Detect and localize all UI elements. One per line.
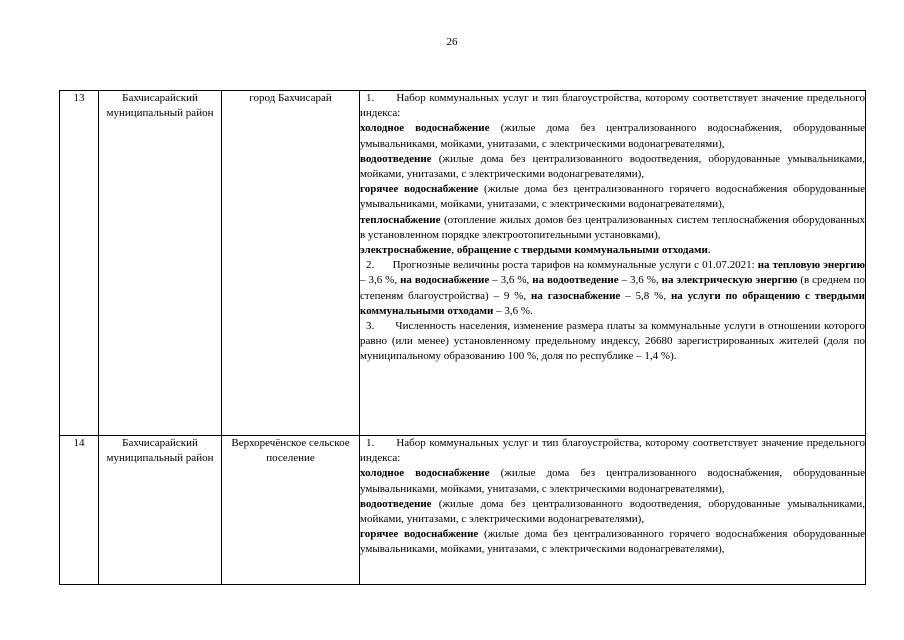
hot-water-paragraph <box>360 182 865 212</box>
cold-water-paragraph <box>360 121 865 151</box>
electric-tariff-value: (в среднем по степеням благоустройства) – 9 %, <box>360 274 865 302</box>
sewage-paragraph <box>360 497 865 527</box>
hot-water-text: (жилые дома без централизованного горячего водоснабжения оборудованные умывальниками, мойками, унитазами, с электрическими водонагревателями), <box>360 528 865 556</box>
tariff-table <box>59 90 866 585</box>
sewage-label: водоотведение <box>360 497 432 510</box>
hot-water-label: горячее водоснабжение <box>360 183 479 196</box>
item-1-paragraph <box>360 436 865 466</box>
row-number: 13 <box>60 91 99 436</box>
waste-tariff-label: на услуги по обращению с твердыми коммунальными отходами <box>360 289 865 317</box>
cold-water-label: холодное водоснабжение <box>360 467 490 480</box>
gas-tariff-value: – 5,8 %, <box>620 289 671 302</box>
heating-label: теплоснабжение <box>360 213 441 226</box>
sewage-tariff-value: – 3,6 %, <box>618 274 662 287</box>
cold-water-text: (жилые дома без централизованного водоснабжения, оборудованные умывальниками, мойками, унитазами, с электрическими водонагревателями), <box>360 122 865 150</box>
item-number: 1. <box>366 437 375 449</box>
region-name: Бахчисарайский муниципальный район <box>99 436 222 585</box>
table-row <box>60 436 866 585</box>
page-number: 26 <box>446 36 458 48</box>
item-number: 2. <box>366 259 375 272</box>
cold-water-paragraph <box>360 466 865 496</box>
hot-water-paragraph <box>360 527 865 557</box>
electricity-waste-paragraph <box>360 243 865 258</box>
item-number: 1. <box>366 92 375 104</box>
separator: , <box>451 244 457 257</box>
water-tariff-label: на водоснабжение <box>400 274 490 287</box>
heating-text: (отопление жилых домов без централизованных систем теплоснабжения оборудованных в установленном порядке электроотопительными установками), <box>360 213 865 241</box>
population-text: Численность населения, изменение размера платы за коммунальные услуги в отношении которого равно (или менее) установленному предельному индексу, 26680 зарегистрированных жителей (доля по муниципальному образованию 100 %, доля по республике – 1,4 %). <box>360 320 865 363</box>
table-row <box>60 91 866 436</box>
cold-water-text: (жилые дома без централизованного водоснабжения, оборудованные умывальниками, мойками, унитазами, с электрическими водонагревателями), <box>360 467 865 495</box>
tariff-intro: Прогнозные величины роста тарифов на коммунальные услуги с 01.07.2021: <box>392 259 755 272</box>
sewage-text: (жилые дома без централизованного водоотведения, оборудованные умывальниками, мойками, унитазами, с электрическими водонагревателями), <box>360 497 865 526</box>
item-1-paragraph <box>360 91 865 121</box>
description-cell <box>360 436 866 585</box>
description-cell <box>360 91 866 436</box>
period: . <box>707 244 711 257</box>
hot-water-label: горячее водоснабжение <box>360 528 479 541</box>
electric-tariff-label: на электрическую энергию <box>661 274 798 287</box>
description-content <box>360 436 865 584</box>
item-2-paragraph <box>360 258 865 319</box>
heating-paragraph <box>360 213 865 243</box>
water-tariff-value: – 3,6 %, <box>489 274 533 287</box>
heat-tariff-label: на тепловую энергию <box>757 259 866 272</box>
sewage-tariff-label: на водоотведение <box>532 274 619 287</box>
sewage-paragraph <box>360 152 865 182</box>
cold-water-label: холодное водоснабжение <box>360 122 490 135</box>
item-number: 3. <box>366 320 375 333</box>
item-text: Набор коммунальных услуг и тип благоустройства, которому соответствует значение предельного индекса: <box>360 437 865 465</box>
sewage-label: водоотведение <box>360 152 432 165</box>
heat-tariff-value: – 3,6 %, <box>360 274 401 287</box>
settlement-name: город Бахчисарай <box>222 91 360 436</box>
item-3-paragraph <box>360 319 865 365</box>
settlement-name: Верхоречёнское сельское поселение <box>222 436 360 585</box>
hot-water-text: (жилые дома без централизованного горячего водоснабжения оборудованные умывальниками, мойками, унитазами, с электрическими водонагревателями), <box>360 183 865 211</box>
gas-tariff-label: на газоснабжение <box>531 289 621 302</box>
waste-tariff-value: – 3,6 %. <box>493 304 533 317</box>
region-name: Бахчисарайский муниципальный район <box>99 91 222 436</box>
waste-label: обращение с твердыми коммунальными отходами <box>456 244 708 257</box>
item-text: Набор коммунальных услуг и тип благоустройства, которому соответствует значение предельного индекса: <box>360 92 865 120</box>
sewage-text: (жилые дома без централизованного водоотведения, оборудованные умывальниками, мойками, унитазами, с электрическими водонагревателями), <box>360 152 865 181</box>
row-number: 14 <box>60 436 99 585</box>
electricity-label: электроснабжение <box>360 244 452 257</box>
